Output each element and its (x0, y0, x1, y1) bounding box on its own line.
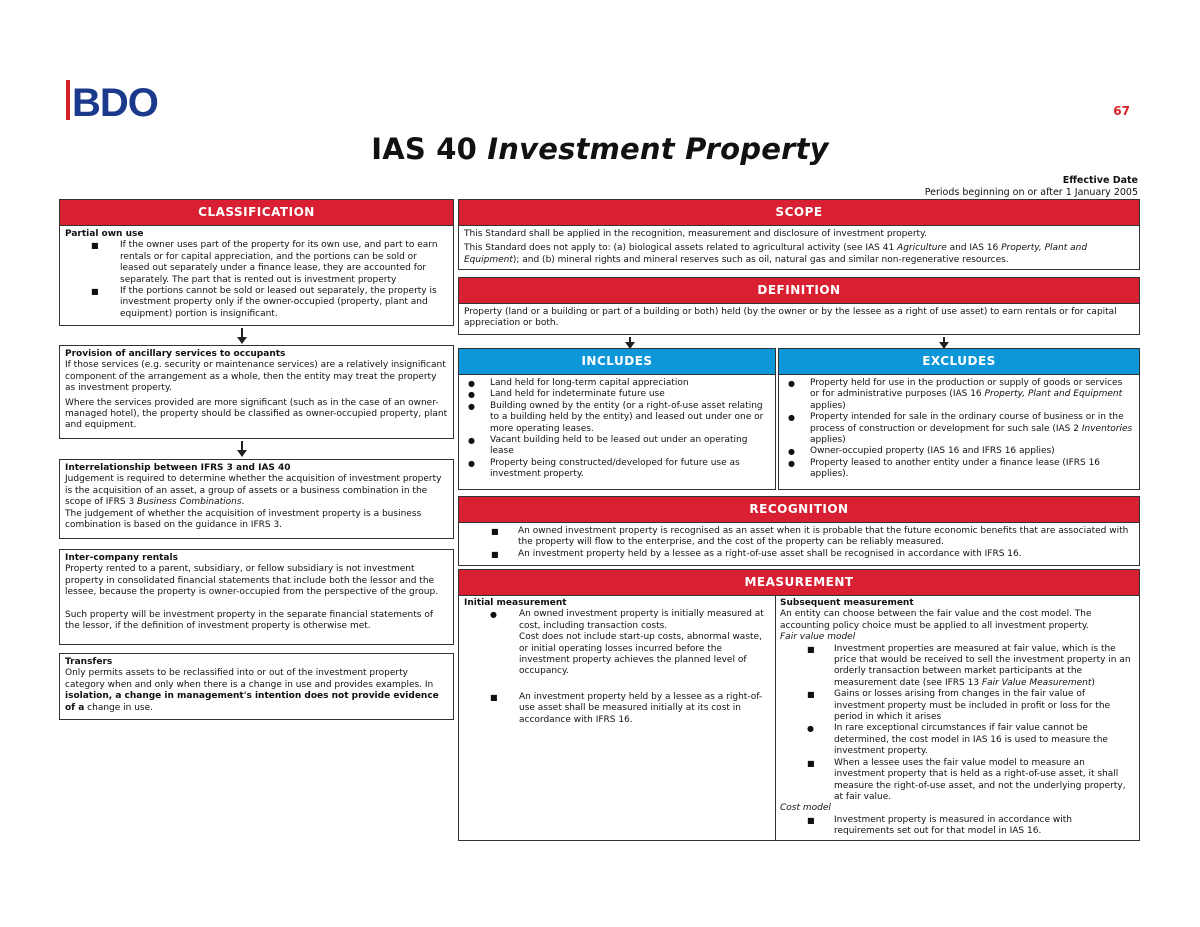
definition-header: DEFINITION (459, 278, 1139, 304)
list-item: ■ Investment property is measured in accordance with requirements set out for that model in IAS 16. (807, 814, 1072, 837)
initial-measurement-heading: Initial measurement (464, 598, 567, 608)
excludes-header: EXCLUDES (779, 349, 1139, 375)
list-item: ● Owner-occupied property (IAS 16 and IFRS 16 applies) (788, 446, 1055, 457)
interrelationship-heading: Interrelationship between IFRS 3 and IAS 40 (65, 463, 291, 473)
list-item: ● In rare exceptional circumstances if fair value cannot be determined, the cost model in IAS 16 is used to measure the investment property. (807, 723, 1108, 757)
classification-header: CLASSIFICATION (60, 200, 453, 226)
measurement-box (458, 569, 1140, 841)
transfers-box (59, 653, 454, 720)
list-item: ● An owned investment property is initially measured at cost, including transaction costs. Cost does not include start-up costs, abnormal waste, or initial operating losses incurred before the investment property achieves the planned level of occupancy. (490, 609, 764, 677)
interrelationship-para-2: The judgement of whether the acquisition of investment property is a business combination is based on the guidance in IFRS 3. (65, 508, 422, 531)
list-item: ■ An investment property held by a lessee as a right-of-use asset shall be recognised in accordance with IFRS 16. (491, 548, 1022, 559)
scope-para-2: This Standard does not apply to: (a) biological assets related to agricultural activity (see IAS 41 Agriculture and IAS 16 Property, Plant and Equipment); and (b) mineral rights and mineral reserves such as oil, natural gas and similar non-regenerative resources. (464, 243, 1088, 265)
subsequent-measurement-column (775, 595, 1139, 840)
list-item: ■ An owned investment property is recognised as an asset when it is probable that the future economic benefits that are associated with the property will flow to the enterprise, and the cost of the property can be reliably measured. (491, 526, 1129, 548)
initial-measurement-list (464, 609, 770, 726)
list-item: ■ Gains or losses arising from changes in the fair value of investment property must be included in profit or loss for the period in which it arises (807, 689, 1111, 723)
ancillary-heading: Provision of ancillary services to occupants (65, 349, 286, 359)
fair-value-model-label: Fair value model (780, 632, 856, 643)
list-item: ■ An investment property held by a lessee as a right-of-use asset shall be measured initially at its cost in accordance with IFRS 16. (490, 691, 763, 725)
effective-date-value: Periods beginning on or after 1 January 2005 (924, 186, 1138, 198)
list-item: ● Land held for long-term capital appreciation (468, 378, 689, 388)
classification-box (59, 199, 454, 326)
list-item: ● Land held for indeterminate future use (468, 389, 665, 400)
transfers-heading: Transfers (65, 657, 113, 667)
list-item: ● Property being constructed/developed for future use as investment property. (468, 457, 740, 480)
list-item: ● Property held for use in the production or supply of goods or services or for administrative purposes (IAS 16 Property, Plant and Equipment applies) (788, 378, 1123, 411)
cost-model-list (780, 815, 1134, 838)
list-item: ■ When a lessee uses the fair value model to measure an investment property that is held as a right-of-use asset, it shall measure the right-of-use asset, and not the underlying property, at fair value. (807, 757, 1126, 802)
scope-box (458, 199, 1140, 270)
interrelationship-para-1: Judgement is required to determine whether the acquisition of investment property is the acquisition of an asset, a group of assets or a business combination in the scope of IFRS 3 Business Combinations. (65, 474, 442, 508)
includes-header: INCLUDES (459, 349, 775, 375)
recognition-list (464, 526, 1134, 560)
subsequent-measurement-heading: Subsequent measurement (780, 598, 914, 608)
intercompany-para-1: Property rented to a parent, subsidiary, or fellow subsidiary is not investment property in consolidated financial statements that include both the lessor and the lessee, because the property is owner-occupied from the perspective of the group. (65, 564, 439, 598)
effective-date-label: Effective Date (1062, 175, 1138, 186)
intercompany-box (59, 549, 454, 645)
ancillary-services-box (59, 345, 454, 439)
excludes-list (784, 378, 1134, 481)
effective-date (925, 175, 1138, 198)
page-number: 67 (1113, 104, 1130, 118)
ancillary-para-2: Where the services provided are more significant (such as in the case of an owner-managed hotel), the property should be classified as owner-occupied property, plant and equipment. (65, 397, 448, 431)
excludes-box (778, 348, 1140, 490)
intercompany-heading: Inter-company rentals (65, 553, 178, 563)
includes-box (458, 348, 776, 490)
fair-value-list (780, 644, 1134, 804)
measurement-header: MEASUREMENT (459, 570, 1139, 596)
initial-measurement-column (459, 595, 776, 840)
page-title: IAS 40 Investment Property (371, 132, 829, 166)
list-item: ● Property leased to another entity under a finance lease (IFRS 16 applies). (788, 457, 1101, 480)
cost-model-label: Cost model (780, 803, 831, 814)
list-item: ● Building owned by the entity (or a right-of-use asset relating to a building held by the entity) and leased out under one or more operating leases. (468, 400, 764, 434)
list-item: ■ If the owner uses part of the property for its own use, and part to earn rentals or for capital appreciation, and the portions can be sold or leased out separately under a finance lease, they are accounted for separately. The part that is rented out is investment property (91, 240, 438, 285)
scope-header: SCOPE (459, 200, 1139, 226)
definition-text: Property (land or a building or part of a building or both) held (by the owner or by the lessee as a right of use asset) to earn rentals or for capital appreciation or both. (464, 307, 1117, 329)
definition-box (458, 277, 1140, 335)
interrelationship-box (59, 459, 454, 539)
scope-para-1: This Standard shall be applied in the recognition, measurement and disclosure of investment property. (464, 229, 927, 239)
list-item: ● Vacant building held to be leased out under an operating lease (468, 435, 748, 457)
includes-list (464, 378, 770, 481)
intercompany-para-2: Such property will be investment property in the separate financial statements of the lessor, if the definition of investment property is otherwise met. (65, 609, 433, 632)
recognition-box (458, 496, 1140, 566)
list-item: ■ If the portions cannot be sold or leased out separately, the property is investment property only if the owner-occupied (property, plant and equipment) portion is insignificant. (91, 286, 437, 319)
partial-own-use-list (65, 240, 448, 320)
partial-own-use-heading: Partial own use (65, 229, 144, 239)
svg-text:BDO: BDO (72, 81, 158, 122)
bdo-logo (66, 78, 182, 122)
ancillary-para-1: If those services (e.g. security or maintenance services) are a relatively insignificant component of the arrangement as a whole, then the entity may treat the property as investment property. (65, 360, 446, 394)
transfers-para: Only permits assets to be reclassified into or out of the investment property category when and only when there is a change in use and provides examples. In isolation, a change in management's intention does not provide evidence of a change in use. (65, 668, 439, 713)
recognition-header: RECOGNITION (459, 497, 1139, 523)
list-item: ● Property intended for sale in the ordinary course of business or in the process of construction or development for such sale (IAS 2 Inventories applies) (788, 412, 1133, 446)
subsequent-intro: An entity can choose between the fair value and the cost model. The accounting policy choice must be applied to all investment property. (780, 609, 1092, 631)
list-item: ■ Investment properties are measured at fair value, which is the price that would be received to sell the investment property in an orderly transaction between market participants at the measurement date (see IFRS 13 Fair Value Measurement) (807, 643, 1131, 688)
